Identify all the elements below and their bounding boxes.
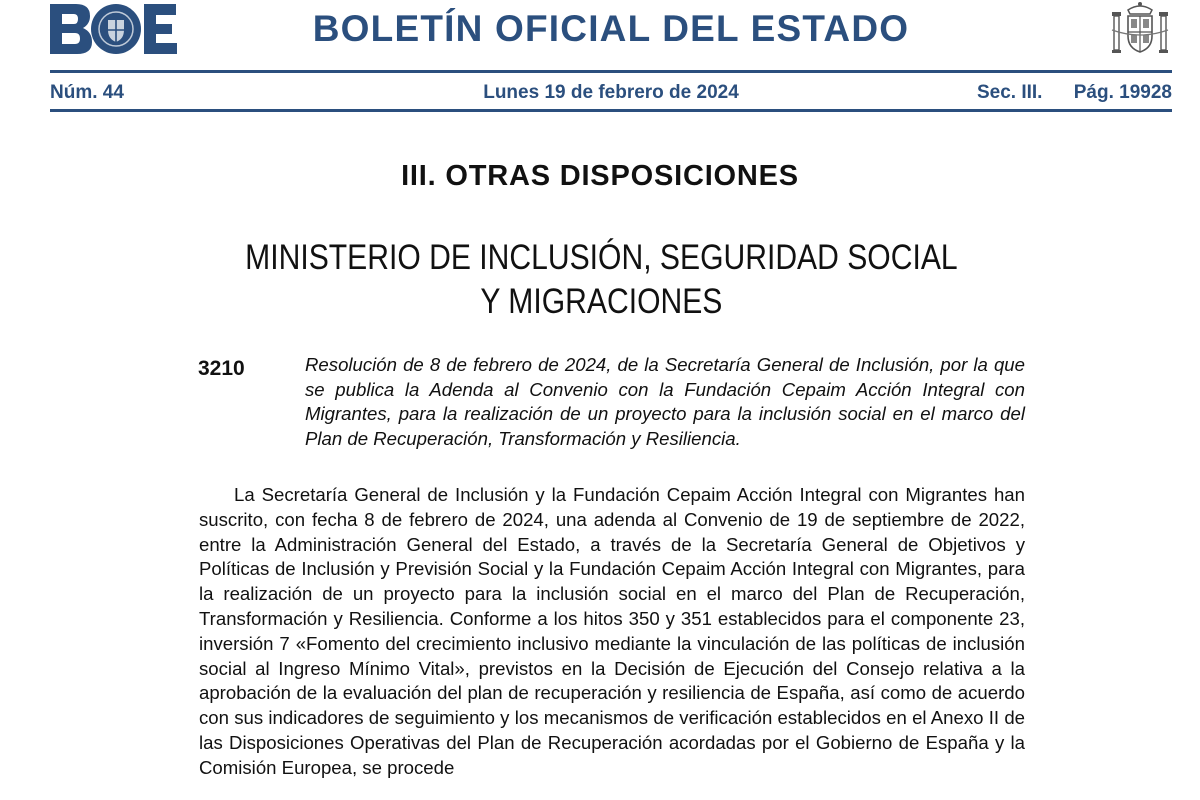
body-paragraph: La Secretaría General de Inclusión y la Fundación Cepaim Acción Integral con Migrantes han suscrito, con fecha 8 de febrero de 2024, una adenda al Convenio de 19 de septiembre de 2022, entre la Administración General del Estado, a través de la Secretaría General de Objetivos y Políticas de Inclusión y Previsión Social y la Fundación Cepaim Acción Integral con Migrantes, para la realización de un proyecto para la inclusión social en el marco del Plan de Recuperación, Transformación y Resiliencia. Conforme a los hitos 350 y 351 establecidos para el componente 23, inversión 7 «Fomento del crecimiento inclusivo mediante la vinculación de las políticas de inclusión social al Ingreso Mínimo Vital», previstos en la Decisión de Ejecución del Consejo relativa a la aprobación de la evaluación del plan de recuperación y resiliencia de España, así como de acuerdo con sus indicadores de seguimiento y los mecanismos de verificación establecidos en el Anexo II de las Disposiciones Operativas del Plan de Recuperación acordadas por el Gobierno de España y la Comisión Europea, se procede <box>199 484 1025 778</box>
ministry-heading <box>85 236 1117 324</box>
header-rule-bottom <box>50 109 1172 112</box>
issue-number: Núm. 44 <box>50 82 124 103</box>
issue-date: Lunes 19 de febrero de 2024 <box>483 82 739 103</box>
issue-section: Sec. III. <box>976 82 1043 103</box>
ministry-line-1: MINISTERIO DE INCLUSIÓN, SEGURIDAD SOCIAL <box>245 238 958 277</box>
resolution-number: 3210 <box>198 357 245 380</box>
section-heading: III. OTRAS DISPOSICIONES <box>401 160 799 192</box>
issue-section-page <box>977 82 1172 104</box>
issue-bar <box>50 80 1172 106</box>
resolution-title: Resolución de 8 de febrero de 2024, de la Secretaría General de Inclusión, por la que se publica la Adenda al Convenio con la Fundación Cepaim Acción Integral con Migrantes, para la realización de un proyecto para la inclusión social en el marco del Plan de Recuperación, Transformación y Resiliencia. <box>305 354 1025 449</box>
ministry-line-2: Y MIGRACIONES <box>480 282 723 321</box>
issue-page: Pág. 19928 <box>1073 82 1172 103</box>
spanish-coat-of-arms-icon <box>1108 0 1172 60</box>
masthead <box>50 0 1172 62</box>
header-rule-top <box>50 70 1172 73</box>
body-text <box>199 483 1025 781</box>
masthead-title: BOLETÍN OFICIAL DEL ESTADO <box>312 8 910 49</box>
